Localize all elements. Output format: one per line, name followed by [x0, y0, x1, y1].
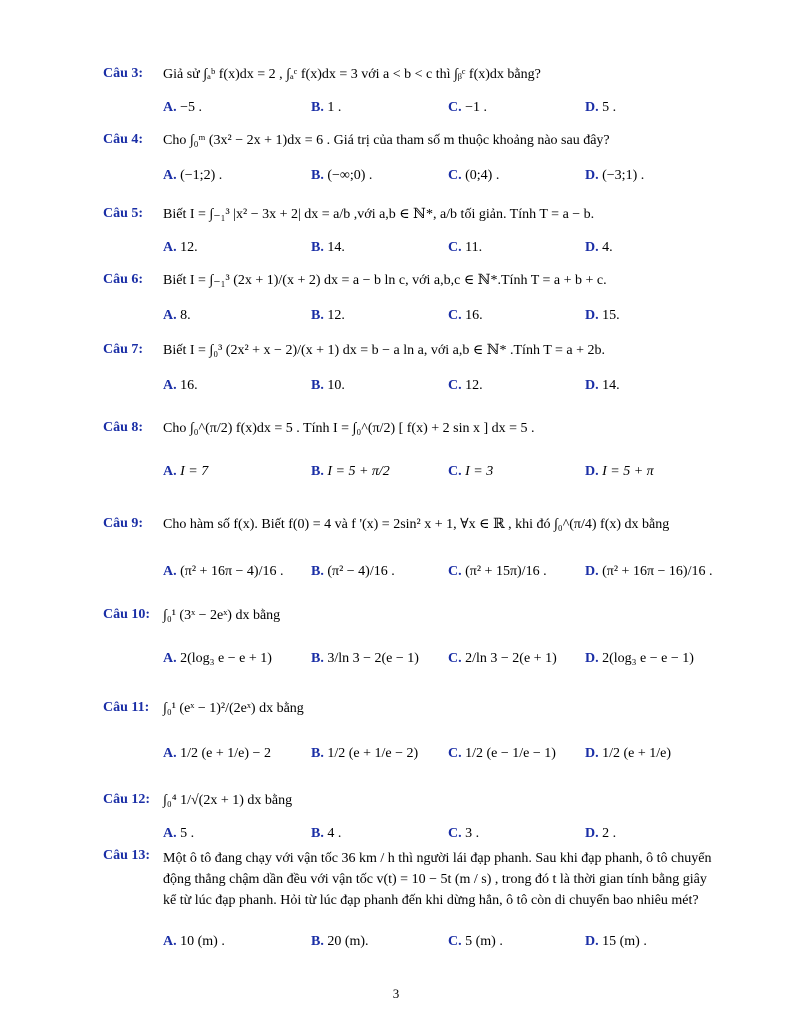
option-c[interactable]: C. (π² + 15π)/16 . [448, 564, 547, 579]
options [163, 464, 723, 484]
option-a[interactable]: A. (−1;2) . [163, 168, 223, 183]
option-a[interactable]: A. 2(log₃ e − e + 1) [163, 651, 272, 666]
option-d[interactable]: D. (π² + 16π − 16)/16 . [585, 564, 713, 579]
option-b[interactable]: B. 14. [311, 240, 345, 255]
options [163, 100, 723, 120]
option-a[interactable]: A. 12. [163, 240, 198, 255]
option-c[interactable]: C. 3 . [448, 826, 480, 841]
options [163, 651, 723, 671]
option-a[interactable]: A. −5 . [163, 100, 203, 115]
question-label: Câu 11: [103, 700, 150, 715]
option-a[interactable]: A. 8. [163, 308, 191, 323]
question-stem: Một ô tô đang chạy với vận tốc 36 km / h thì người lái đạp phanh. Sau khi đạp phanh, ô tô chuyển động thẳng chậm dần đều với vận tốc v(t) = 10 − 5t (m / s) , trong đó t là thời gian tính bằng giây kể từ lúc đạp phanh. Hỏi từ lúc đạp phanh đến khi dừng hẳn, ô tô còn di chuyển bao nhiêu mét? [163, 851, 712, 908]
options [163, 240, 723, 260]
question-stem: Cho ∫₀ᵐ (3x² − 2x + 1)dx = 6 . Giá trị của tham số m thuộc khoảng nào sau đây? [163, 133, 610, 148]
option-b[interactable]: B. 20 (m). [311, 934, 369, 949]
option-b[interactable]: B. 1/2 (e + 1/e − 2) [311, 746, 419, 761]
options [163, 746, 723, 766]
option-c[interactable]: C. (0;4) . [448, 168, 500, 183]
question-stem: Cho ∫₀^(π/2) f(x)dx = 5 . Tính I = ∫₀^(π/2) [ f(x) + 2 sin x ] dx = 5 . [163, 421, 535, 436]
option-b[interactable]: B. 10. [311, 378, 345, 393]
option-a[interactable]: A. I = 7 [163, 464, 209, 479]
option-b[interactable]: B. 1 . [311, 100, 342, 115]
options [163, 934, 723, 954]
option-c[interactable]: C. 2/ln 3 − 2(e + 1) [448, 651, 557, 666]
question-stem: ∫₀⁴ 1/√(2x + 1) dx bằng [163, 793, 293, 808]
option-d[interactable]: D. 4. [585, 240, 613, 255]
question-label: Câu 8: [103, 420, 144, 435]
option-a[interactable]: A. (π² + 16π − 4)/16 . [163, 564, 284, 579]
option-d[interactable]: D. 5 . [585, 100, 617, 115]
option-a[interactable]: A. 5 . [163, 826, 195, 841]
option-d[interactable]: D. 2(log₃ e − e − 1) [585, 651, 694, 666]
option-b[interactable]: B. I = 5 + π/2 [311, 464, 390, 479]
question-stem: Cho hàm số f(x). Biết f(0) = 4 và f '(x) = 2sin² x + 1, ∀x ∈ ℝ , khi đó ∫₀^(π/4) f(x) dx bằng [163, 517, 670, 532]
options [163, 564, 723, 584]
question-label: Câu 5: [103, 206, 144, 221]
option-b[interactable]: B. 3/ln 3 − 2(e − 1) [311, 651, 419, 666]
page-number: 3 [392, 986, 400, 1001]
option-d[interactable]: D. (−3;1) . [585, 168, 645, 183]
question-stem: Giả sử ∫ₐᵇ f(x)dx = 2 , ∫ₐᶜ f(x)dx = 3 với a < b < c thì ∫ᵦᶜ f(x)dx bằng? [163, 67, 541, 82]
options [163, 308, 723, 328]
option-b[interactable]: B. (π² − 4)/16 . [311, 564, 395, 579]
option-b[interactable]: B. 12. [311, 308, 345, 323]
question-label: Câu 4: [103, 132, 144, 147]
option-c[interactable]: C. 1/2 (e − 1/e − 1) [448, 746, 556, 761]
options [163, 378, 723, 398]
option-c[interactable]: C. 12. [448, 378, 483, 393]
options [163, 168, 723, 188]
question-label: Câu 3: [103, 66, 144, 81]
option-a[interactable]: A. 16. [163, 378, 198, 393]
question-stem: Biết I = ∫₀³ (2x² + x − 2)/(x + 1) dx = b − a ln a, với a,b ∈ ℕ* .Tính T = a + 2b. [163, 343, 605, 358]
option-c[interactable]: C. 16. [448, 308, 483, 323]
options [163, 826, 723, 846]
option-a[interactable]: A. 10 (m) . [163, 934, 225, 949]
question-label: Câu 7: [103, 342, 144, 357]
option-a[interactable]: A. 1/2 (e + 1/e) − 2 [163, 746, 271, 761]
question-label: Câu 10: [103, 607, 151, 622]
question-label: Câu 6: [103, 272, 144, 287]
option-d[interactable]: D. I = 5 + π [585, 464, 654, 479]
question-stem: ∫₀¹ (3ˣ − 2eˣ) dx bằng [163, 608, 281, 623]
option-d[interactable]: D. 15. [585, 308, 620, 323]
option-d[interactable]: D. 1/2 (e + 1/e) [585, 746, 672, 761]
option-c[interactable]: C. 11. [448, 240, 483, 255]
option-d[interactable]: D. 15 (m) . [585, 934, 647, 949]
question-label: Câu 13: [103, 848, 151, 863]
option-d[interactable]: D. 2 . [585, 826, 617, 841]
question-stem: ∫₀¹ (eˣ − 1)²/(2eˣ) dx bằng [163, 701, 304, 716]
option-b[interactable]: B. (−∞;0) . [311, 168, 373, 183]
question-stem: Biết I = ∫₋₁³ |x² − 3x + 2| dx = a/b ,với a,b ∈ ℕ*, a/b tối giản. Tính T = a − b. [163, 207, 595, 222]
question-label: Câu 9: [103, 516, 144, 531]
option-c[interactable]: C. I = 3 [448, 464, 494, 479]
option-c[interactable]: C. 5 (m) . [448, 934, 503, 949]
question-stem: Biết I = ∫₋₁³ (2x + 1)/(x + 2) dx = a − b ln c, với a,b,c ∈ ℕ*.Tính T = a + b + c. [163, 273, 607, 288]
option-c[interactable]: C. −1 . [448, 100, 488, 115]
option-d[interactable]: D. 14. [585, 378, 620, 393]
question-label: Câu 12: [103, 792, 151, 807]
option-b[interactable]: B. 4 . [311, 826, 342, 841]
